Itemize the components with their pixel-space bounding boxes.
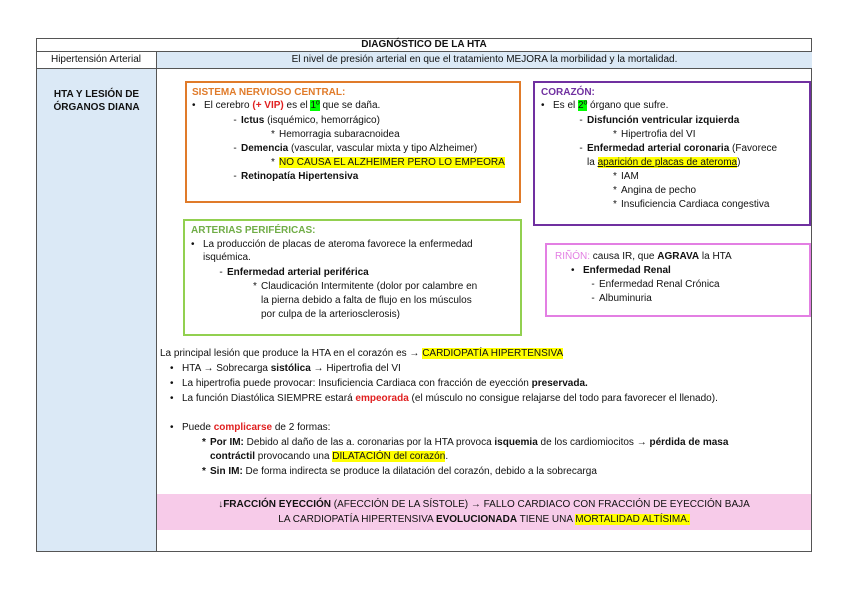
text: TIENE UNA bbox=[517, 513, 576, 525]
text: aparición de placas de ateroma bbox=[597, 157, 738, 168]
text: Claudicación Intermitente (dolor por calambre en bbox=[261, 281, 478, 292]
text: preservada. bbox=[531, 378, 588, 389]
snc-line-ictus bbox=[229, 115, 380, 128]
ordinal-highlight: 1º bbox=[310, 100, 320, 111]
lesion-im-line2 bbox=[210, 451, 448, 464]
arterias-box bbox=[183, 219, 522, 336]
text: Enfermedad Renal bbox=[583, 265, 671, 276]
row-label-organos-diana bbox=[37, 88, 156, 114]
bullet-icon: • bbox=[571, 265, 575, 276]
text: La principal lesión que produce la HTA en el corazón es → bbox=[160, 348, 423, 359]
text: La hipertrofia puede provocar: Insuficiencia Cardiaca con fracción de eyección bbox=[182, 378, 532, 389]
text: Angina de pecho bbox=[621, 185, 697, 196]
dash-icon: - bbox=[233, 143, 237, 154]
text: (el músculo no consigue relajarse del todo para favorecer el llenado). bbox=[408, 393, 718, 404]
text: Insuficiencia Cardiaca congestiva bbox=[621, 199, 770, 210]
text: De forma indirecta se produce la dilatación del corazón, debido a la sobrecarga bbox=[242, 466, 597, 477]
text: Retinopatía Hipertensiva bbox=[241, 171, 359, 182]
bullet-icon: • bbox=[170, 363, 174, 374]
text: MORTALIDAD ALTÍSIMA. bbox=[575, 513, 690, 525]
text: Sin IM: bbox=[210, 466, 243, 477]
text: Es el bbox=[553, 100, 579, 111]
asterisk-icon: * bbox=[271, 129, 275, 140]
text: DILATACIÓN del corazón bbox=[332, 451, 446, 462]
text: El cerebro bbox=[204, 100, 253, 111]
text: NO CAUSA EL ALZHEIMER PERO LO EMPEORA bbox=[279, 157, 505, 168]
text: empeorada bbox=[355, 393, 409, 404]
dash-icon: - bbox=[579, 115, 583, 126]
text: órgano que sufre. bbox=[587, 100, 669, 111]
text: Demencia bbox=[241, 143, 289, 154]
bullet-icon: • bbox=[192, 100, 196, 111]
text: Debido al daño de las a. coronarias por la HTA provoca bbox=[243, 437, 495, 448]
text: de los cardiomiocitos → bbox=[537, 437, 650, 448]
corazon-line-aparicion bbox=[587, 157, 740, 170]
text: Enfermedad arterial coronaria bbox=[587, 143, 730, 154]
text: es el bbox=[283, 100, 311, 111]
dash-icon: - bbox=[579, 143, 583, 154]
arterias-line-1b: isquémica. bbox=[203, 252, 251, 263]
text: EVOLUCIONADA bbox=[435, 513, 518, 525]
dash-icon: - bbox=[233, 115, 237, 126]
lesion-bullet-4 bbox=[170, 422, 330, 435]
column-divider bbox=[156, 52, 157, 552]
snc-box bbox=[185, 81, 521, 203]
rinon-line-title bbox=[555, 251, 732, 264]
rinon-box bbox=[545, 243, 811, 317]
snc-line-cerebro bbox=[192, 100, 380, 113]
down-arrow-icon: ↓ bbox=[218, 499, 224, 510]
bullet-icon: • bbox=[541, 100, 545, 111]
text: isquemia bbox=[494, 437, 538, 448]
snc-line-no-causa bbox=[267, 157, 505, 170]
text: de 2 formas: bbox=[272, 422, 331, 433]
text: la HTA bbox=[699, 251, 732, 262]
summary-band bbox=[157, 494, 811, 530]
text: que se daña. bbox=[319, 100, 381, 111]
text: AGRAVA bbox=[657, 251, 700, 262]
text: La función Diastólica SIEMPRE estará bbox=[182, 393, 356, 404]
text: causa IR, que bbox=[590, 251, 658, 262]
text: la bbox=[587, 157, 598, 168]
lesion-im-line1 bbox=[198, 437, 728, 450]
text: provocando una bbox=[255, 451, 333, 462]
page-title: DIAGNÓSTICO DE LA HTA bbox=[36, 38, 812, 52]
dash-icon: - bbox=[219, 267, 223, 278]
arterias-line-claud3: por culpa de la arteriosclerosis) bbox=[261, 309, 400, 320]
asterisk-icon: * bbox=[613, 199, 617, 210]
corazon-line-2o bbox=[541, 100, 668, 113]
lesion-bullet-1 bbox=[170, 363, 401, 376]
asterisk-icon: * bbox=[202, 437, 206, 448]
text: Albuminuria bbox=[599, 293, 652, 304]
asterisk-icon: * bbox=[271, 157, 275, 168]
text: complicarse bbox=[213, 422, 273, 433]
left-column-bg bbox=[37, 69, 156, 551]
corazon-line-iam bbox=[609, 171, 639, 184]
text: . bbox=[445, 451, 449, 462]
lesion-sin-im bbox=[198, 466, 597, 479]
row-definition-text: El nivel de presión arterial en que el tratamiento MEJORA la morbilidad y la mortalidad. bbox=[157, 52, 812, 68]
text: ) bbox=[737, 157, 741, 168]
rinon-line-enf bbox=[571, 265, 671, 278]
text: Disfunción ventricular izquierda bbox=[587, 115, 740, 126]
snc-line-demencia bbox=[229, 143, 477, 156]
lesion-bullet-2 bbox=[170, 378, 588, 391]
bullet-icon: • bbox=[170, 393, 174, 404]
ordinal-highlight: 2º bbox=[578, 100, 588, 111]
text: (vascular, vascular mixta y tipo Alzheimer) bbox=[288, 143, 478, 154]
rinon-title: RIÑÓN: bbox=[555, 251, 590, 262]
text: (AFECCIÓN DE LA SÍSTOLE) → FALLO CARDIACO CON FRACCIÓN DE EYECCIÓN BAJA bbox=[331, 499, 750, 510]
lesion-bullet-3 bbox=[170, 393, 718, 406]
text: → Hipertrofia del VI bbox=[310, 363, 401, 374]
bullet-icon: • bbox=[170, 378, 174, 389]
corazon-box bbox=[533, 81, 811, 226]
bullet-icon: • bbox=[170, 422, 174, 433]
arterias-line-claud2: la pierna debido a falta de flujo en los músculos bbox=[261, 295, 472, 306]
text: Enfermedad arterial periférica bbox=[227, 267, 369, 278]
summary-line-2 bbox=[157, 514, 811, 527]
snc-title: SISTEMA NERVIOSO CENTRAL: bbox=[192, 87, 346, 98]
snc-line-retinopatia bbox=[229, 171, 358, 184]
rinon-line-cronica bbox=[587, 279, 720, 292]
text: contráctil bbox=[210, 451, 256, 462]
text: HTA → Sobrecarga bbox=[182, 363, 271, 374]
dash-icon: - bbox=[591, 279, 595, 290]
dash-icon: - bbox=[591, 293, 595, 304]
text: Puede bbox=[182, 422, 214, 433]
row-label-line2: ÓRGANOS DIANA bbox=[53, 102, 140, 113]
corazon-title: CORAZÓN: bbox=[541, 87, 595, 98]
text: Enfermedad Renal Crónica bbox=[599, 279, 720, 290]
summary-line-1 bbox=[157, 499, 811, 512]
bullet-icon: • bbox=[191, 239, 195, 250]
corazon-line-disfuncion bbox=[575, 115, 739, 128]
arterias-line-claud1 bbox=[249, 281, 477, 294]
text: La producción de placas de ateroma favorece la enfermedad bbox=[203, 239, 473, 250]
text: Hemorragia subaracnoidea bbox=[279, 129, 400, 140]
dash-icon: - bbox=[233, 171, 237, 182]
arterias-title: ARTERIAS PERIFÉRICAS: bbox=[191, 225, 316, 236]
text: LA CARDIOPATÍA HIPERTENSIVA bbox=[278, 513, 436, 525]
corazon-line-insuficiencia bbox=[609, 199, 769, 212]
snc-line-hemorragia bbox=[267, 129, 400, 142]
text: pérdida de masa bbox=[649, 437, 729, 448]
asterisk-icon: * bbox=[613, 185, 617, 196]
row-label-hipertension: Hipertensión Arterial bbox=[50, 54, 142, 65]
text: Ictus bbox=[241, 115, 265, 126]
arterias-line-enf bbox=[215, 267, 369, 280]
text: (Favorece bbox=[729, 143, 778, 154]
row-label-line1: HTA Y LESIÓN DE bbox=[53, 89, 140, 100]
corazon-line-angina bbox=[609, 185, 696, 198]
arterias-line-1 bbox=[191, 239, 473, 252]
text: IAM bbox=[621, 171, 639, 182]
lesion-intro bbox=[160, 348, 563, 361]
text: CARDIOPATÍA HIPERTENSIVA bbox=[422, 348, 564, 359]
asterisk-icon: * bbox=[202, 466, 206, 477]
text: Por IM: bbox=[210, 437, 244, 448]
text: FRACCIÓN EYECCIÓN bbox=[223, 499, 331, 510]
corazon-line-coronaria bbox=[575, 143, 777, 156]
text: (isquémico, hemorrágico) bbox=[264, 115, 380, 126]
text: sistólica bbox=[270, 363, 311, 374]
text: Hipertrofia del VI bbox=[621, 129, 696, 140]
asterisk-icon: * bbox=[613, 171, 617, 182]
rinon-line-albuminuria bbox=[587, 293, 652, 306]
asterisk-icon: * bbox=[613, 129, 617, 140]
vip-text: (+ VIP) bbox=[252, 100, 284, 111]
corazon-line-hipertrofia bbox=[609, 129, 695, 142]
asterisk-icon: * bbox=[253, 281, 257, 292]
